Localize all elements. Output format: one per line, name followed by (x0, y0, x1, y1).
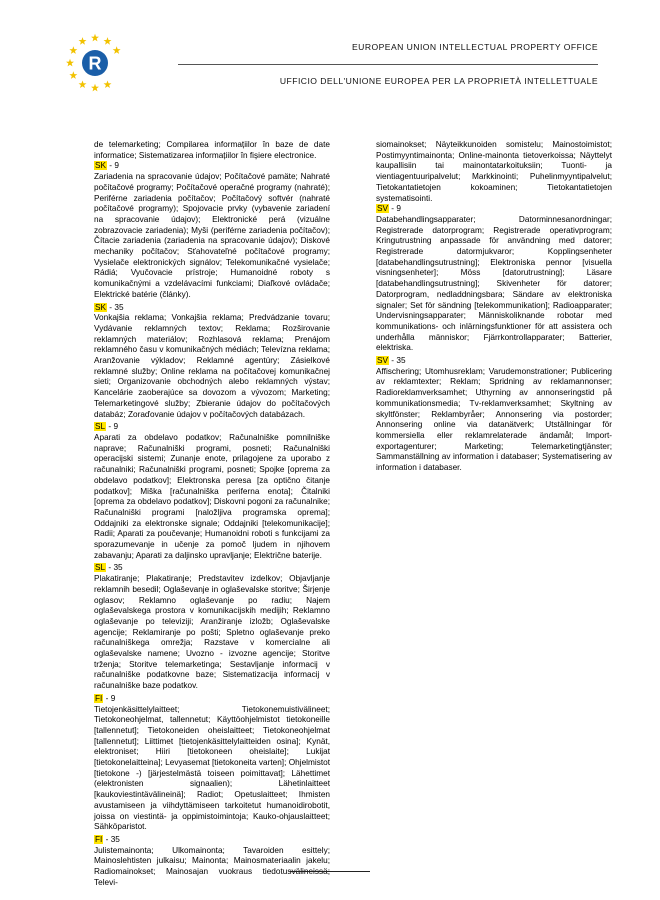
class-number: 35 (114, 302, 124, 312)
class-number: 35 (110, 835, 120, 844)
language-code: FI (95, 693, 103, 703)
left-lead-text: de telemarketing; Compilarea informațiilor în baze de date informatice; Sistematizarea informațiilor în fișiere electronice. (94, 140, 330, 160)
class-heading: SV - 9 (377, 204, 401, 214)
class-heading: SK - 35 (95, 302, 124, 312)
class-goods-text: Affischering; Utomhusreklam; Varudemonstrationer; Publicering av reklamtexter; Reklam; Spridning av reklamannonser; Radioreklamverksamhet; Uthyrning av annonseringstid på kommunikationsmedia; Tv-reklamverksamhet; Skyltning av skyltfönster; Reklambyråer; Annonsering via postorder; Annonsering online via datanätverk; Utställningar för kommersiella eller reklamrelaterade ändamål; Import-exportagenturer; Marketing; Telemarketingtjänster; Sammanställning av information i databaser; Systematisering av information i databaser. (376, 366, 612, 473)
class-goods-text: Julistemainonta; Ulkomainonta; Tavaroiden esittely; Mainoslehtisten julkaisu; Mainonta; Mainosmateriaalin jakelu; Radiomainokset; Mainosajan vuokraus tiedotusvälineissä; Televi- (94, 845, 330, 887)
class-entry (376, 204, 612, 354)
class-entry (94, 422, 330, 561)
class-goods-text: Plakatiranje; Plakatiranje; Predstavitev izdelkov; Objavljanje reklamnih besedil; Oglaševanje in oglaševalske storitve; Širjenje oglasov; Reklamno oglaševanje po radiu; Najem oglaševalskega prostora v komunikacijskih medijih; Reklamno oglaševanje po televiziji; Aranžiranje izložb; Oglaševalske agencije; Reklamiranje po pošti; Spletno oglaševanje preko računalniškega omrežja; Razstave v komercialne ali oglaševalske namene; Uvozno - izvozne agencije; Storitve trženja; Storitve telemarketinga; Sestavljanje informacij v računalniške podatkovne baze; Sistematizacija informacij v računalniške baze podatkov. (94, 574, 330, 691)
class-entry (94, 563, 330, 691)
office-name-italian: UFFICIO DELL'UNIONE EUROPEA PER LA PROPRIETÀ INTELLETTUALE (279, 76, 598, 86)
class-goods-text: Aparati za obdelavo podatkov; Računalniške pomnilniške naprave; Računalniški programi, posneti; Računalniški operacijski sistemi; Zunanje enote, prilagojene za uporabo z računalniki; Računalniški programi, posneti; Spojke [oprema za obdelavo podatkov]; Elektronska peresa [za optično čitanje podatkov]; Miška [računalniška periferna enota]; Čitalniki [oprema za obdelavo podatkov]; Diskovni pogoni za računalnike; Računalniški programi [naložljiva programska oprema]; Oddajniki za elektronske signale; Oddajniki [telekomunikacije]; Radii; Aparati za poučevanje; Humanoidni roboti s funkcijami za sporazumevanje in učenje za pomoč ljudem in njihovem zabavanju; Aparati za daljinsko upravljanje; Električne baterije. (94, 432, 330, 560)
class-goods-text: Vonkajšia reklama; Vonkajšia reklama; Predvádzanie tovaru; Vydávanie reklamných textov; Reklama; Rozširovanie reklamných materiálov; Rozhlasová reklama; Prenájom reklamného času v komunikačných médiách; Televízna reklama; Aranžovanie výkladov; Reklamné agentúry; Zásielkové reklamné služby; Online reklama na počítačovej komunikačnej sieti; Organizovanie obchodných alebo reklamných výstav; Kancelárie zaoberajúce sa dovozom a vývozom; Marketing; Telemarketingové služby; Zbieranie údajov do počítačových databáz; Zoraďovanie údajov v počítačových databázach. (94, 313, 330, 419)
language-code: SK (95, 302, 107, 312)
language-code: SL (95, 563, 106, 573)
class-entry (376, 356, 612, 474)
logo-letter: R (88, 53, 102, 74)
left-column (94, 140, 330, 891)
header-divider (178, 64, 598, 65)
language-code: SV (377, 204, 389, 214)
logo-star-icon (69, 46, 77, 54)
language-code: SV (377, 356, 389, 366)
class-number: 9 (396, 204, 401, 214)
class-goods-text: Tietojenkäsittelylaitteet; Tietokonemuistivälineet; Tietokoneohjelmat, tallennetut; Käyttöohjelmistot tietokoneille [tallennetut]; Tietokoneiden oheislaitteet; Tietokoneohjelmat [tallennetut]; Liittimet [tietojenkäsittelylaitteiden osina]; Kynät, elektroniset; Hiiri [tietokoneen oheislaite]; Lukijat [tietokonelaitteina]; Levyasemat [tietokoneita varten]; Ohjelmistot [tietokone -) [järjestelmästä toiseen poimittavat]; Lähettimet (elektronisten signaalien); Lähetinlaitteet [kaukoviestintävälineinä]; Radiot; Opetuslaitteet; Ihmisten avustamiseen ja viihdyttämiseen tarkoitetut humanoidirobotit, joissa on viestintä- ja oppimistoimintoja; Kauko-ohjauslaitteet; Sähköparistot. (94, 704, 330, 832)
right-lead-text: siomainokset; Näyteikkunoiden somistelu; Mainostoimistot; Postimyyntimainonta; Online-mainonta tietoverkoissa; Näyttelyt kaupallisiin tai mainontatarkoituksiin; Tuonti- ja vientiagentuuripalvelut; Markkinointi; Puhelinmyyntipalvelut; Tietokantatietojen kokoaminen; Tietokantatietojen systematisointi. (376, 140, 612, 203)
class-number: 9 (114, 161, 119, 171)
logo-star-icon (69, 71, 77, 79)
language-code: FI (95, 835, 103, 844)
class-number: 35 (396, 356, 406, 366)
class-number: 35 (113, 563, 123, 573)
right-column (376, 140, 612, 476)
class-entry (94, 835, 330, 889)
language-code: SL (95, 422, 106, 432)
class-goods-text: Zariadenia na spracovanie údajov; Počítačové pamäte; Nahraté počítačové programy; Počítačové operačné programy (nahraté); Periférne zariadenia počítačov; Počítačový softvér (nahraté počítačové programy); Spojovacie prvky (vybavenie zariadení na spracovanie údajov); Elektronické perá (vizuálne zobrazovacie zariadenia); Myši (periférne zariadenia počítačov); Čítacie zariadenia (zariadenia na spracovanie údajov); Diskové mechaniky počítačov; Sťahovateľné počítačové programy; Vysielače elektronických signálov; Telekomunikačné vysielače; Rádiá; Vyučovacie prístroje; Humanoidné roboty s komunikačnými a vzdelávacími funkciami; Diaľkové ovládače; Elektrické batérie (články). (94, 172, 330, 299)
logo-star-icon (66, 59, 74, 67)
class-entry (94, 161, 330, 300)
logo-star-icon (104, 37, 112, 45)
class-heading: SL - 35 (95, 563, 123, 573)
logo-star-icon (113, 46, 121, 54)
class-goods-text: Databehandlingsapparater; Datorminnesanordningar; Registrerade datorprogram; Registrerade operativprogram; Kringutrustning anpassade för användning med datorer; Registrerade datormjukvaror; Kopplingsenheter [databehandlingsutrustning]; Elektroniska pennor [visuella visningsenheter]; Möss [datorutrustning]; Läsare [databehandlingsutrustning]; Skivenheter för datorer; Datorprogram, nedladdningsbara; Sändare av elektroniska signaler; Set för sändning [telekommunikation]; Radioapparater; Undervisningsapparater; Människoliknande robotar med kommunikations- och inlärningsfunktioner för att assistera och underhålla människor; Fjärrkontrollapparater; Batterier, elektriska. (376, 214, 612, 353)
class-entry (94, 694, 330, 833)
class-heading: FI - 9 (95, 693, 116, 703)
logo-star-icon (79, 37, 87, 45)
footer-line (290, 871, 370, 872)
class-number: 9 (110, 693, 116, 703)
class-heading: SK - 9 (95, 161, 119, 171)
class-number: 9 (113, 422, 119, 432)
logo-star-icon (104, 80, 112, 88)
euipo-logo-icon (62, 30, 128, 96)
language-code: SK (95, 161, 107, 171)
logo-star-icon (91, 34, 99, 42)
class-entry (94, 303, 330, 421)
class-heading: FI - 35 (95, 835, 120, 844)
euipo-logo (62, 30, 128, 96)
class-heading: SL - 9 (95, 422, 119, 432)
logo-star-icon (91, 84, 99, 92)
logo-star-icon (79, 80, 87, 88)
office-name-english: EUROPEAN UNION INTELLECTUAL PROPERTY OFFICE (351, 42, 598, 52)
class-heading: SV - 35 (377, 356, 406, 366)
